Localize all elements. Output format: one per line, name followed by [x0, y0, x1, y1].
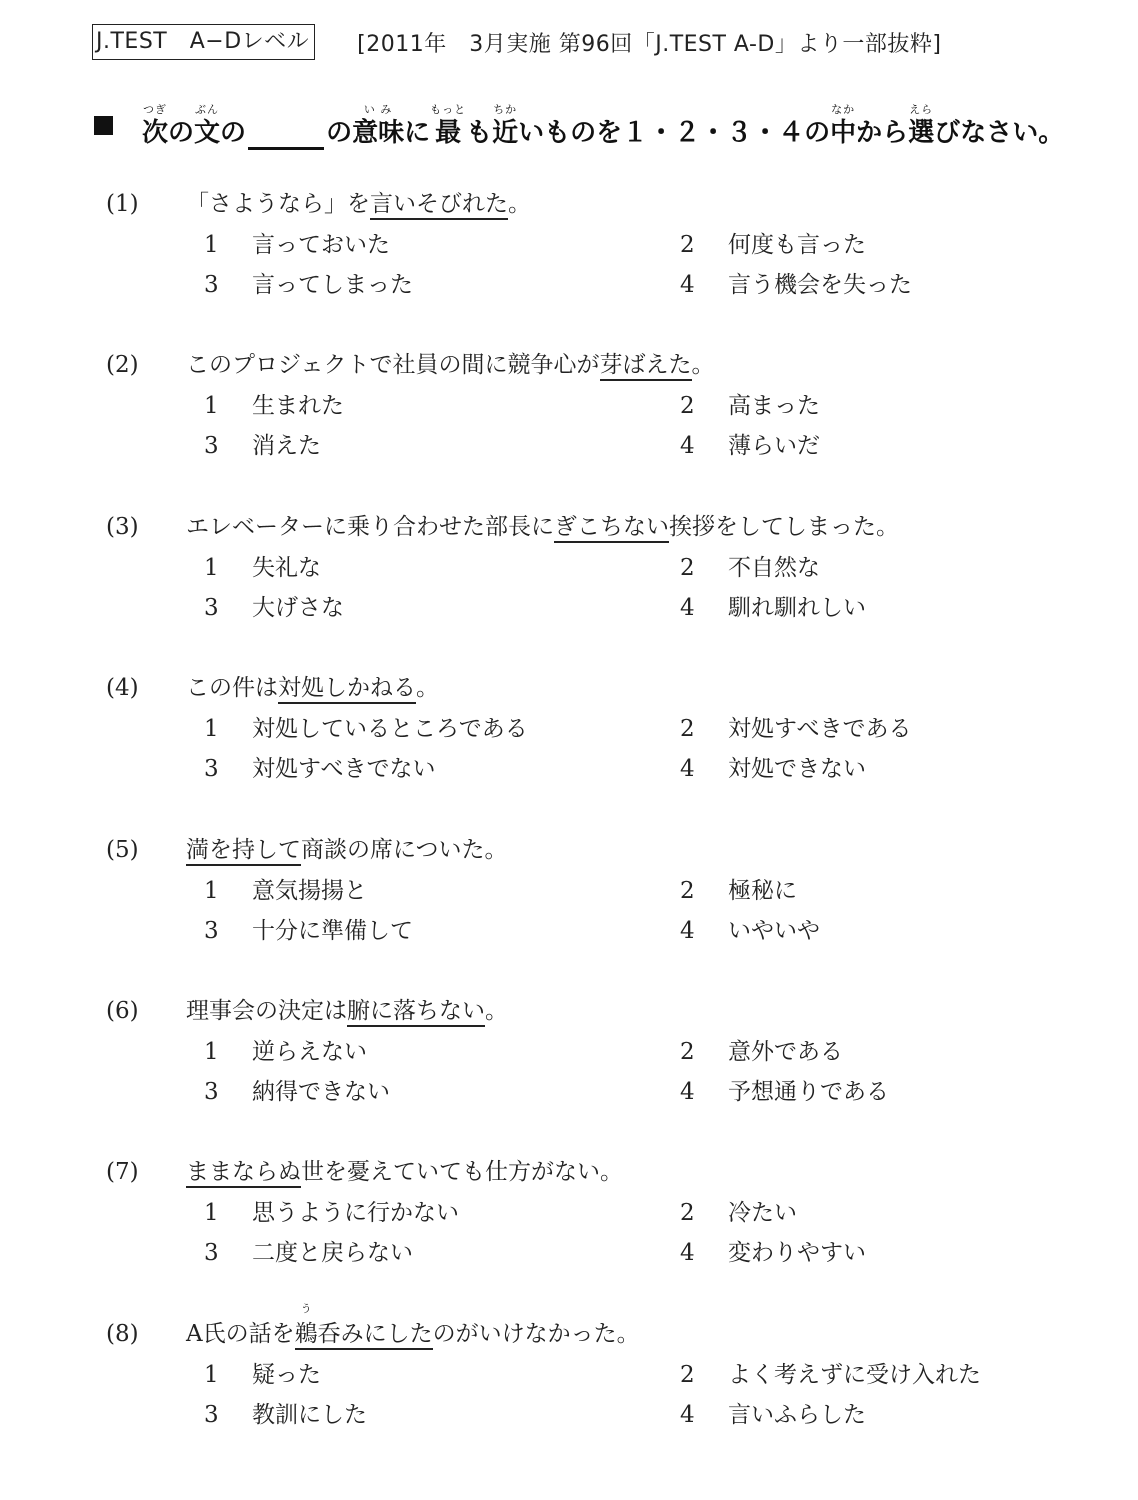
- option-text: 教訓にした: [252, 1402, 367, 1428]
- ruby-base: 鵜: [294, 1321, 318, 1347]
- option-number: 1: [204, 878, 219, 904]
- option-number: 1: [204, 1200, 219, 1226]
- stem-after: 。: [508, 191, 531, 217]
- stem-after: 。: [485, 998, 508, 1024]
- option-number: 3: [204, 756, 219, 782]
- option-text: 何度も言った: [728, 232, 866, 258]
- ruby-base: 近: [492, 118, 519, 148]
- underlined-text: 芽ばえた: [599, 352, 692, 378]
- question-stem: [186, 188, 531, 220]
- answer-option[interactable]: [680, 592, 866, 624]
- option-text: 言ってしまった: [252, 272, 413, 298]
- instruction: [94, 88, 1104, 150]
- answer-option[interactable]: [680, 1237, 866, 1269]
- option-text: 予想通りである: [728, 1079, 889, 1105]
- underlined-text: 腑に落ちない: [347, 998, 485, 1024]
- answer-option[interactable]: [680, 229, 866, 261]
- question-stem: [186, 1156, 623, 1188]
- option-text: 薄らいだ: [728, 433, 820, 459]
- option-number: 3: [204, 1402, 219, 1428]
- option-number: 4: [680, 1079, 695, 1105]
- question-stem: [186, 834, 508, 866]
- ruby-base: 選: [908, 118, 935, 148]
- answer-option[interactable]: [204, 713, 528, 745]
- option-number: 1: [204, 555, 219, 581]
- stem-before: 「さようなら」を: [186, 191, 370, 217]
- answer-option[interactable]: [204, 1076, 390, 1108]
- underlined-phrase: [600, 352, 692, 381]
- furigana: い み: [363, 103, 393, 116]
- answer-option[interactable]: [680, 753, 866, 785]
- option-number: 2: [680, 878, 695, 904]
- answer-option[interactable]: [204, 1237, 413, 1269]
- option-number: 1: [204, 393, 219, 419]
- option-text: 不自然な: [728, 555, 820, 581]
- option-text: 大げさな: [252, 595, 344, 621]
- option-text: 馴れ馴れしい: [728, 595, 866, 621]
- question-number: (4): [106, 675, 139, 701]
- ruby-word: [352, 104, 404, 150]
- stem-after: 世を憂えていても仕方がない。: [301, 1159, 623, 1185]
- option-text: よく考えずに受け入れた: [728, 1362, 981, 1388]
- answer-option[interactable]: [204, 430, 321, 462]
- option-number: 4: [680, 1240, 695, 1266]
- answer-option[interactable]: [680, 875, 797, 907]
- answer-option[interactable]: [204, 1359, 321, 1391]
- answer-option[interactable]: [204, 229, 390, 261]
- option-number: 1: [204, 1362, 219, 1388]
- ruby-word: [194, 104, 220, 150]
- ruby-word: [294, 1302, 318, 1350]
- question-stem: [186, 349, 715, 381]
- option-text: 消えた: [252, 433, 321, 459]
- underlined-phrase: [347, 998, 485, 1027]
- option-text: 逆らえない: [252, 1039, 367, 1065]
- furigana: なか: [831, 103, 856, 116]
- option-text: いやいや: [728, 918, 820, 944]
- question-number: (8): [106, 1321, 139, 1347]
- answer-option[interactable]: [680, 1076, 889, 1108]
- option-number: 3: [204, 272, 219, 298]
- option-text: 変わりやすい: [728, 1240, 866, 1266]
- ruby-base: 次: [142, 118, 169, 148]
- question-number: (7): [106, 1159, 139, 1185]
- instruction-segment: の: [326, 118, 353, 148]
- option-text: 極秘に: [728, 878, 797, 904]
- option-text: 意気揚揚と: [252, 878, 367, 904]
- answer-option[interactable]: [680, 1399, 866, 1431]
- underlined-text: ままならぬ: [186, 1159, 301, 1185]
- stem-before: エレベーターに乗り合わせた部長に: [186, 514, 554, 540]
- underlined-phrase: [294, 1302, 433, 1350]
- question-stem: [186, 995, 508, 1027]
- option-number: 4: [680, 595, 695, 621]
- answer-option[interactable]: [680, 552, 820, 584]
- ruby-base: 中: [830, 118, 857, 148]
- option-number: 2: [680, 1039, 695, 1065]
- option-text: 生まれた: [252, 393, 344, 419]
- ruby-base: 最: [435, 118, 462, 148]
- ruby-base: 意味: [352, 118, 405, 148]
- answer-option[interactable]: [204, 1036, 367, 1068]
- option-number: 2: [680, 1200, 695, 1226]
- instruction-segment: いものを１・２・３・４の: [518, 118, 831, 148]
- answer-option[interactable]: [204, 915, 413, 947]
- square-bullet-icon: [94, 116, 113, 135]
- answer-option[interactable]: [204, 753, 436, 785]
- instruction-segment: の: [220, 118, 247, 148]
- option-text: 失礼な: [252, 555, 321, 581]
- answer-option[interactable]: [204, 269, 413, 301]
- underlined-text: 満を持して: [186, 837, 301, 863]
- answer-option[interactable]: [204, 1197, 459, 1229]
- answer-option[interactable]: [680, 269, 912, 301]
- stem-before: この件は: [186, 675, 278, 701]
- question-number: (3): [106, 514, 139, 540]
- option-number: 2: [680, 232, 695, 258]
- furigana: えら: [909, 103, 934, 116]
- question-stem: [186, 511, 899, 543]
- question-number: (1): [106, 191, 139, 217]
- instruction-segment: びなさい。: [934, 118, 1065, 148]
- furigana: もっと: [430, 103, 467, 116]
- level-label: J.TEST A−Dレベル: [92, 24, 315, 60]
- answer-option[interactable]: [204, 592, 344, 624]
- answer-option[interactable]: [680, 390, 820, 422]
- option-text: 納得できない: [252, 1079, 390, 1105]
- ruby-word: [430, 104, 466, 150]
- instruction-segment: の: [168, 118, 195, 148]
- furigana: つぎ: [143, 103, 167, 116]
- answer-option[interactable]: [680, 1197, 797, 1229]
- underlined-phrase: [186, 837, 301, 866]
- answer-option[interactable]: [680, 915, 820, 947]
- option-text: 対処すべきでない: [252, 756, 436, 782]
- instruction-segment: も: [466, 118, 493, 148]
- option-number: 4: [680, 433, 695, 459]
- answer-option[interactable]: [680, 1036, 843, 1068]
- stem-before: 理事会の決定は: [186, 998, 347, 1024]
- ruby-word: [142, 104, 168, 150]
- underlined-phrase: [186, 1159, 301, 1188]
- question-number: (2): [106, 352, 139, 378]
- option-number: 3: [204, 595, 219, 621]
- instruction-segment: から: [856, 118, 909, 148]
- page-header: [92, 22, 941, 62]
- option-number: 2: [680, 716, 695, 742]
- question-stem: [186, 1302, 640, 1350]
- option-number: 4: [680, 1402, 695, 1428]
- source-note: [2011年 3月実施 第96回「J.TEST A-D」より一部抜粋]: [357, 31, 942, 57]
- underlined-text: 言いそびれた: [370, 191, 508, 217]
- answer-option[interactable]: [204, 875, 367, 907]
- option-text: 対処できない: [728, 756, 866, 782]
- underlined-text: 呑みにした: [317, 1321, 433, 1347]
- answer-option[interactable]: [680, 430, 820, 462]
- option-number: 1: [204, 716, 219, 742]
- furigana: ぶん: [195, 103, 220, 116]
- underlined-phrase: [370, 191, 508, 220]
- furigana: ちか: [493, 103, 518, 116]
- option-number: 3: [204, 918, 219, 944]
- underlined-phrase: [554, 514, 669, 543]
- stem-before: このプロジェクトで社員の間に競争心が: [186, 352, 600, 378]
- answer-option[interactable]: [680, 713, 912, 745]
- option-number: 1: [204, 1039, 219, 1065]
- stem-after: 商談の席についた。: [301, 837, 508, 863]
- option-text: 思うように行かない: [252, 1200, 459, 1226]
- option-text: 言いふらした: [728, 1402, 866, 1428]
- option-text: 意外である: [728, 1039, 843, 1065]
- option-number: 4: [680, 918, 695, 944]
- option-text: 言っておいた: [252, 232, 390, 258]
- option-text: 言う機会を失った: [728, 272, 912, 298]
- option-number: 3: [204, 1079, 219, 1105]
- answer-option[interactable]: [204, 1399, 367, 1431]
- option-number: 4: [680, 756, 695, 782]
- question-number: (6): [106, 998, 139, 1024]
- answer-blank: [248, 116, 324, 150]
- option-number: 2: [680, 1362, 695, 1388]
- ruby-word: [492, 104, 518, 150]
- question-stem: [186, 672, 439, 704]
- option-number: 1: [204, 232, 219, 258]
- ruby-word: [908, 104, 934, 150]
- ruby-word: [830, 104, 856, 150]
- stem-after: 挨拶をしてしまった。: [669, 514, 899, 540]
- option-number: 2: [680, 393, 695, 419]
- stem-after: 。: [691, 352, 715, 378]
- option-number: 4: [680, 272, 695, 298]
- option-text: 疑った: [252, 1362, 321, 1388]
- option-number: 3: [204, 433, 219, 459]
- option-text: 対処すべきである: [728, 716, 912, 742]
- underlined-phrase: [278, 675, 416, 704]
- stem-after: 。: [416, 675, 439, 701]
- furigana: う: [300, 1302, 312, 1315]
- answer-option[interactable]: [204, 552, 321, 584]
- option-text: 対処しているところである: [252, 716, 528, 742]
- instruction-text: [142, 104, 1064, 150]
- answer-option[interactable]: [204, 390, 344, 422]
- underlined-text: 対処しかねる: [278, 675, 416, 701]
- option-text: 二度と戻らない: [252, 1240, 413, 1266]
- instruction-segment: に: [404, 118, 431, 148]
- stem-after: のがいけなかった。: [432, 1321, 640, 1347]
- ruby-base: 文: [194, 118, 221, 148]
- option-number: 3: [204, 1240, 219, 1266]
- option-number: 2: [680, 555, 695, 581]
- question-number: (5): [106, 837, 139, 863]
- option-text: 十分に準備して: [252, 918, 413, 944]
- underlined-text: ぎこちない: [554, 514, 669, 540]
- answer-option[interactable]: [680, 1359, 981, 1391]
- stem-before: A氏の話を: [186, 1321, 295, 1347]
- option-text: 高まった: [728, 393, 820, 419]
- option-text: 冷たい: [728, 1200, 797, 1226]
